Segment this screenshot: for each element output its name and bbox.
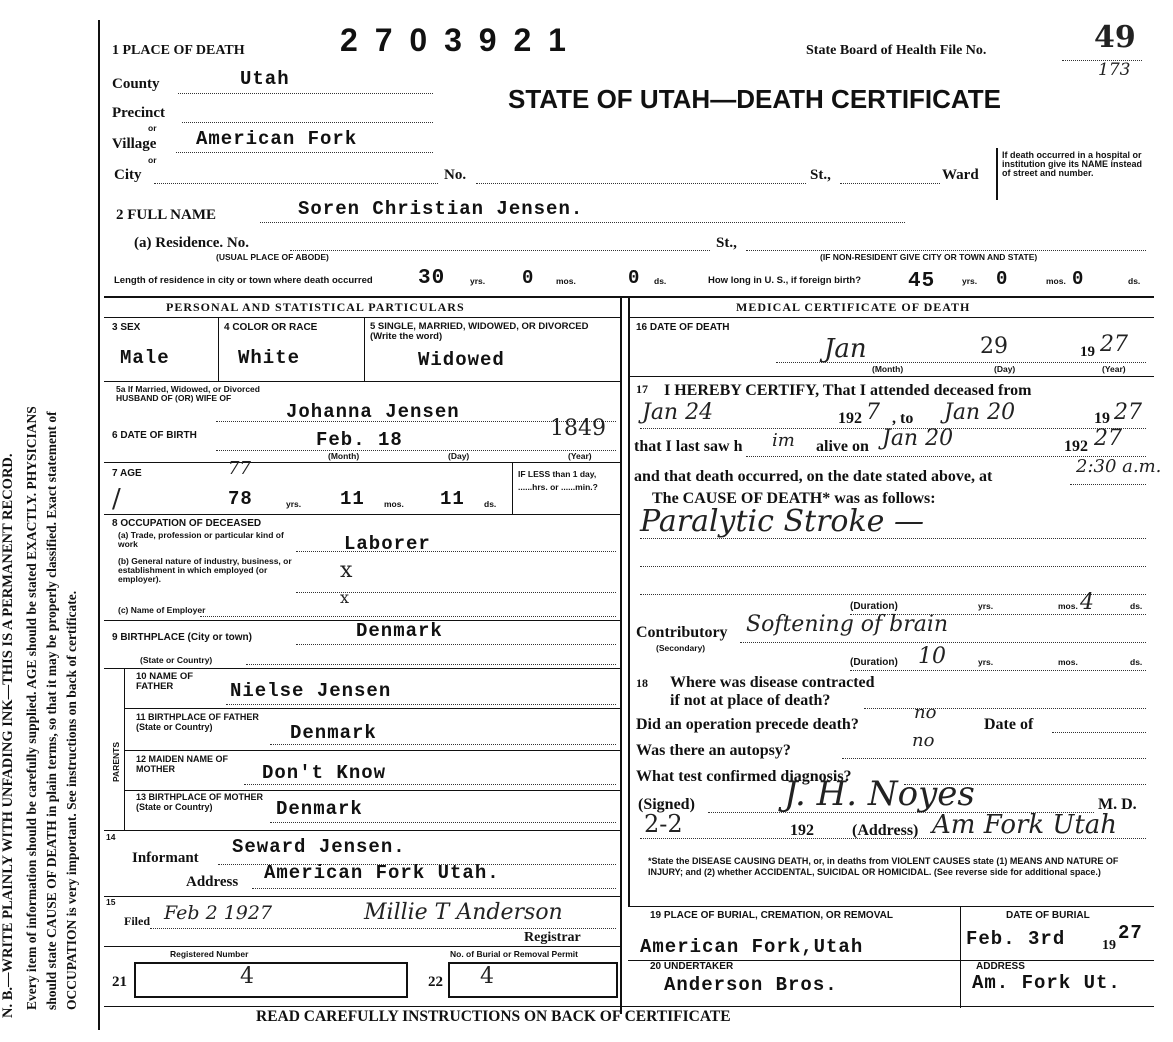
side-instructions-1: N. B.—WRITE PLAINLY WITH UNFADING INK—THIS IS A PERMANENT RECORD.: [0, 453, 16, 1018]
color-value: White: [238, 347, 301, 369]
side-instructions-3: should state CAUSE OF DEATH in plain terms, so that it may be properly classified. Exact statement of: [44, 411, 59, 1010]
village-value: American Fork: [196, 128, 358, 150]
age-months: 11: [340, 488, 365, 510]
occupation-value: Laborer: [344, 533, 431, 555]
permit-number-box: [448, 962, 618, 998]
registered-number-box: [134, 962, 408, 998]
us-years: 45: [908, 270, 936, 293]
file-number: 49: [1094, 20, 1136, 55]
industry-value: x: [340, 558, 353, 583]
medical-section-title: MEDICAL CERTIFICATE OF DEATH: [736, 300, 971, 314]
us-days: 0: [1072, 268, 1085, 290]
signed-date: 2-2: [644, 810, 683, 838]
filed-label: Filed: [124, 914, 150, 928]
personal-section-title: PERSONAL AND STATISTICAL PARTICULARS: [166, 300, 465, 314]
ward-label: Ward: [942, 167, 979, 183]
permit-number: 4: [480, 964, 494, 989]
county-value: Utah: [240, 68, 290, 90]
file-number-secondary: 173: [1098, 60, 1131, 80]
age-note: 77: [228, 458, 251, 479]
autopsy-value: no: [912, 730, 935, 751]
residence-length-label: Length of residence in city or town where death occurred: [114, 275, 373, 286]
father-birthplace: Denmark: [290, 722, 377, 744]
village-label: Village: [112, 136, 157, 152]
left-border: [98, 20, 100, 1030]
side-instructions-4: OCCUPATION is very important. See instructions on back of certificate.: [64, 590, 79, 1010]
death-time: 2:30 a.m.: [1076, 456, 1162, 477]
attended-to-year: 27: [1114, 400, 1142, 425]
county-label: County: [112, 76, 160, 92]
burial-year: 27: [1118, 922, 1143, 944]
registered-number: 4: [240, 964, 254, 989]
side-instructions-2: Every item of information should be carefully supplied. AGE should be stated EXACTLY. PHYSICIANS: [24, 406, 39, 1010]
dob-year: 1849: [550, 416, 606, 441]
st-label: St.,: [810, 167, 831, 183]
birthplace-value: Denmark: [356, 620, 443, 642]
operation-value: no: [914, 702, 937, 723]
attended-from: Jan 24: [642, 400, 714, 425]
full-name-label: 2 FULL NAME: [116, 207, 217, 223]
precinct-label: Precinct: [112, 105, 166, 121]
registrar-label: Registrar: [524, 930, 581, 945]
residence-days: 0: [628, 267, 641, 289]
filed-date: Feb 2 1927: [164, 902, 273, 924]
death-year: 27: [1100, 332, 1128, 357]
informant-label: Informant: [132, 850, 199, 866]
cause-footnote: *State the DISEASE CAUSING DEATH, or, in deaths from VIOLENT CAUSES state (1) MEANS AND NATURE OF INJURY; and (2) whether ACCIDENTAL, SUICIDAL OR HOMICIDAL. (See reverse side for additional space.): [648, 856, 1119, 877]
footer-instructions: READ CAREFULLY INSTRUCTIONS ON BACK OF CERTIFICATE: [256, 1008, 731, 1025]
sex-value: Male: [120, 347, 170, 369]
residence-years: 30: [418, 267, 446, 290]
dob-month-day: Feb. 18: [316, 429, 403, 451]
age-years: 78: [228, 488, 253, 510]
registrar-signature: Millie T Anderson: [364, 900, 563, 925]
contributory-duration: 10: [918, 644, 946, 669]
informant-value: Seward Jensen.: [232, 836, 406, 858]
place-of-death-label: 1 PLACE OF DEATH: [112, 43, 245, 58]
death-day: 29: [980, 334, 1008, 359]
us-length-label: How long in U. S., if foreign birth?: [708, 275, 862, 286]
physician-signature: J. H. Noyes: [784, 774, 975, 814]
cause-of-death: Paralytic Stroke —: [640, 504, 924, 539]
father-name: Nielse Jensen: [230, 680, 392, 702]
undertaker-address: Am. Fork Ut.: [972, 972, 1121, 994]
parents-label: PARENTS: [111, 742, 121, 782]
employer-value: x: [340, 588, 350, 607]
column-divider: [620, 296, 622, 1014]
undertaker-value: Anderson Bros.: [664, 974, 838, 996]
death-month: Jan: [824, 334, 867, 364]
file-no-label: State Board of Health File No.: [806, 43, 987, 58]
cause-duration: 4: [1080, 590, 1094, 615]
informant-address: American Fork Utah.: [264, 862, 500, 884]
certify-statement: I HEREBY CERTIFY, That I attended deceased from: [664, 382, 1032, 399]
certificate-title: STATE OF UTAH—DEATH CERTIFICATE: [508, 84, 1001, 114]
attended-from-year: 7: [866, 400, 880, 425]
contributory-cause: Softening of brain: [746, 612, 949, 637]
last-saw-year: 27: [1094, 426, 1122, 451]
residence-months: 0: [522, 267, 535, 289]
certificate-number: 2 7 0 3 9 2 1: [340, 22, 570, 58]
informant-address-label: Address: [186, 874, 239, 890]
burial-place: American Fork,Utah: [640, 936, 864, 958]
ward-note: If death occurred in a hospital or institution give its NAME instead of street and number.: [1002, 150, 1143, 178]
residence-label: (a) Residence. No.: [134, 235, 249, 251]
full-name-value: Soren Christian Jensen.: [298, 198, 584, 220]
attended-to: Jan 20: [944, 400, 1016, 425]
mother-birthplace: Denmark: [276, 798, 363, 820]
contributory-label: Contributory: [636, 624, 728, 641]
age-days: 11: [440, 488, 465, 510]
burial-date: Feb. 3rd: [966, 928, 1066, 950]
no-label: No.: [444, 167, 467, 183]
last-saw-date: Jan 20: [882, 426, 954, 451]
if-less-note: IF LESS than 1 day, ......hrs. or ......min.?: [518, 469, 598, 492]
city-label: City: [114, 167, 142, 183]
us-months: 0: [996, 268, 1009, 290]
spouse-value: Johanna Jensen: [286, 401, 460, 423]
marital-value: Widowed: [418, 349, 505, 371]
physician-address: Am Fork Utah: [932, 810, 1118, 840]
mother-name: Don't Know: [262, 762, 387, 784]
